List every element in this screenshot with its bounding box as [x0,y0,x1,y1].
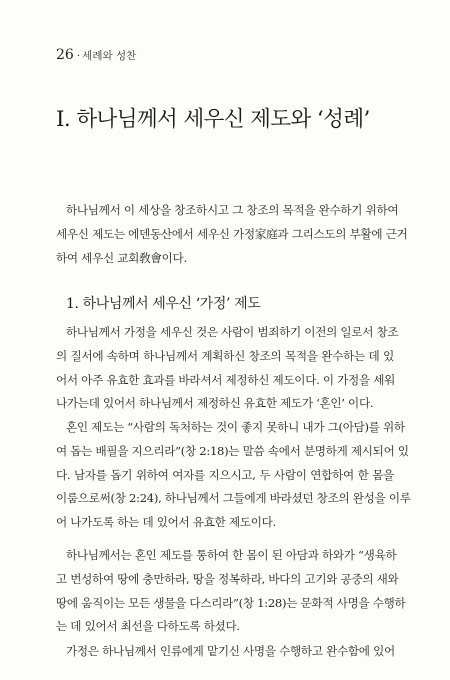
paragraph-line: 세우신 제도는 에덴동산에서 세우신 가정家庭과 그리스도의 부활에 근거 [56,226,408,241]
paragraph-line: 이룸으로써(창 2:24), 하나님께서 그들에게 바라셨던 창조의 완성을 이루 [56,491,411,506]
paragraph-line: 고 번성하여 땅에 충만하라, 땅을 정복하라, 바다의 고기와 공중의 새와 [56,571,399,586]
paragraph-line: 땅에 움직이는 모든 생물을 다스리라”(창 1:28)는 문화적 사명을 수행하 [56,595,406,610]
paragraph-4 [56,640,394,664]
page-number: 26 [56,47,74,63]
running-head [56,47,136,63]
paragraph-line: 하나님께서는 혼인 제도를 통하여 한 몸이 된 아담과 하와가 “생육하 [66,548,397,562]
running-head-chapter: 세례와 성찬 [82,50,137,62]
paragraph-line: 어서 아주 유효한 효과를 바라셔서 제정하신 제도이다. 이 가정을 세워 [56,372,396,387]
paragraph-1 [56,321,399,416]
paragraph-line: 하여 세우신 교회敎會이다. [56,250,187,265]
intro-paragraph [56,199,408,270]
paragraph-line: 의 질서에 속하며 하나님께서 계획하신 창조의 목적을 완수하는 데 있 [56,348,394,363]
paragraph-line: 는 데 있어서 최선을 다하도록 하셨다. [56,619,240,634]
paragraph-line: 가정은 하나님께서 인류에게 맡기신 사명을 수행하고 완수함에 있어 [66,644,395,658]
paragraph-line: 다. 남자를 돕기 위하여 여자를 지으시고, 두 사람이 연합하여 한 몸을 [56,467,394,482]
paragraph-line: 혼인 제도는 “사람의 독처하는 것이 좋지 못하니 내가 그(아담)를 위하 [66,420,405,434]
paragraph-line: 하나님께서 이 세상을 창조하시고 그 창조의 목적을 완수하기 위하여 [66,203,399,217]
running-head-separator: · [76,50,81,62]
paragraph-line: 하나님께서 가정을 세우신 것은 사람이 범죄하기 이전의 일로서 창조 [66,325,399,339]
paragraph-line: 어 나가도록 하는 데 있어서 유효한 제도이다. [56,515,276,530]
section-heading: 1. 하나님께서 세우신 ‘가정’ 제도 [66,296,261,312]
paragraph-line: 여 돕는 배필을 지으리라”(창 2:18)는 말씀 속에서 분명하게 제시되어 있 [56,443,409,458]
chapter-title: I. 하나님께서 세우신 제도와 ‘성례’ [56,107,370,132]
paragraph-2 [56,416,411,535]
paragraph-line: 나가는데 있어서 하나님께서 제정하신 유효한 제도가 ‘혼인’ 이다. [56,396,374,411]
paragraph-3 [56,544,406,639]
